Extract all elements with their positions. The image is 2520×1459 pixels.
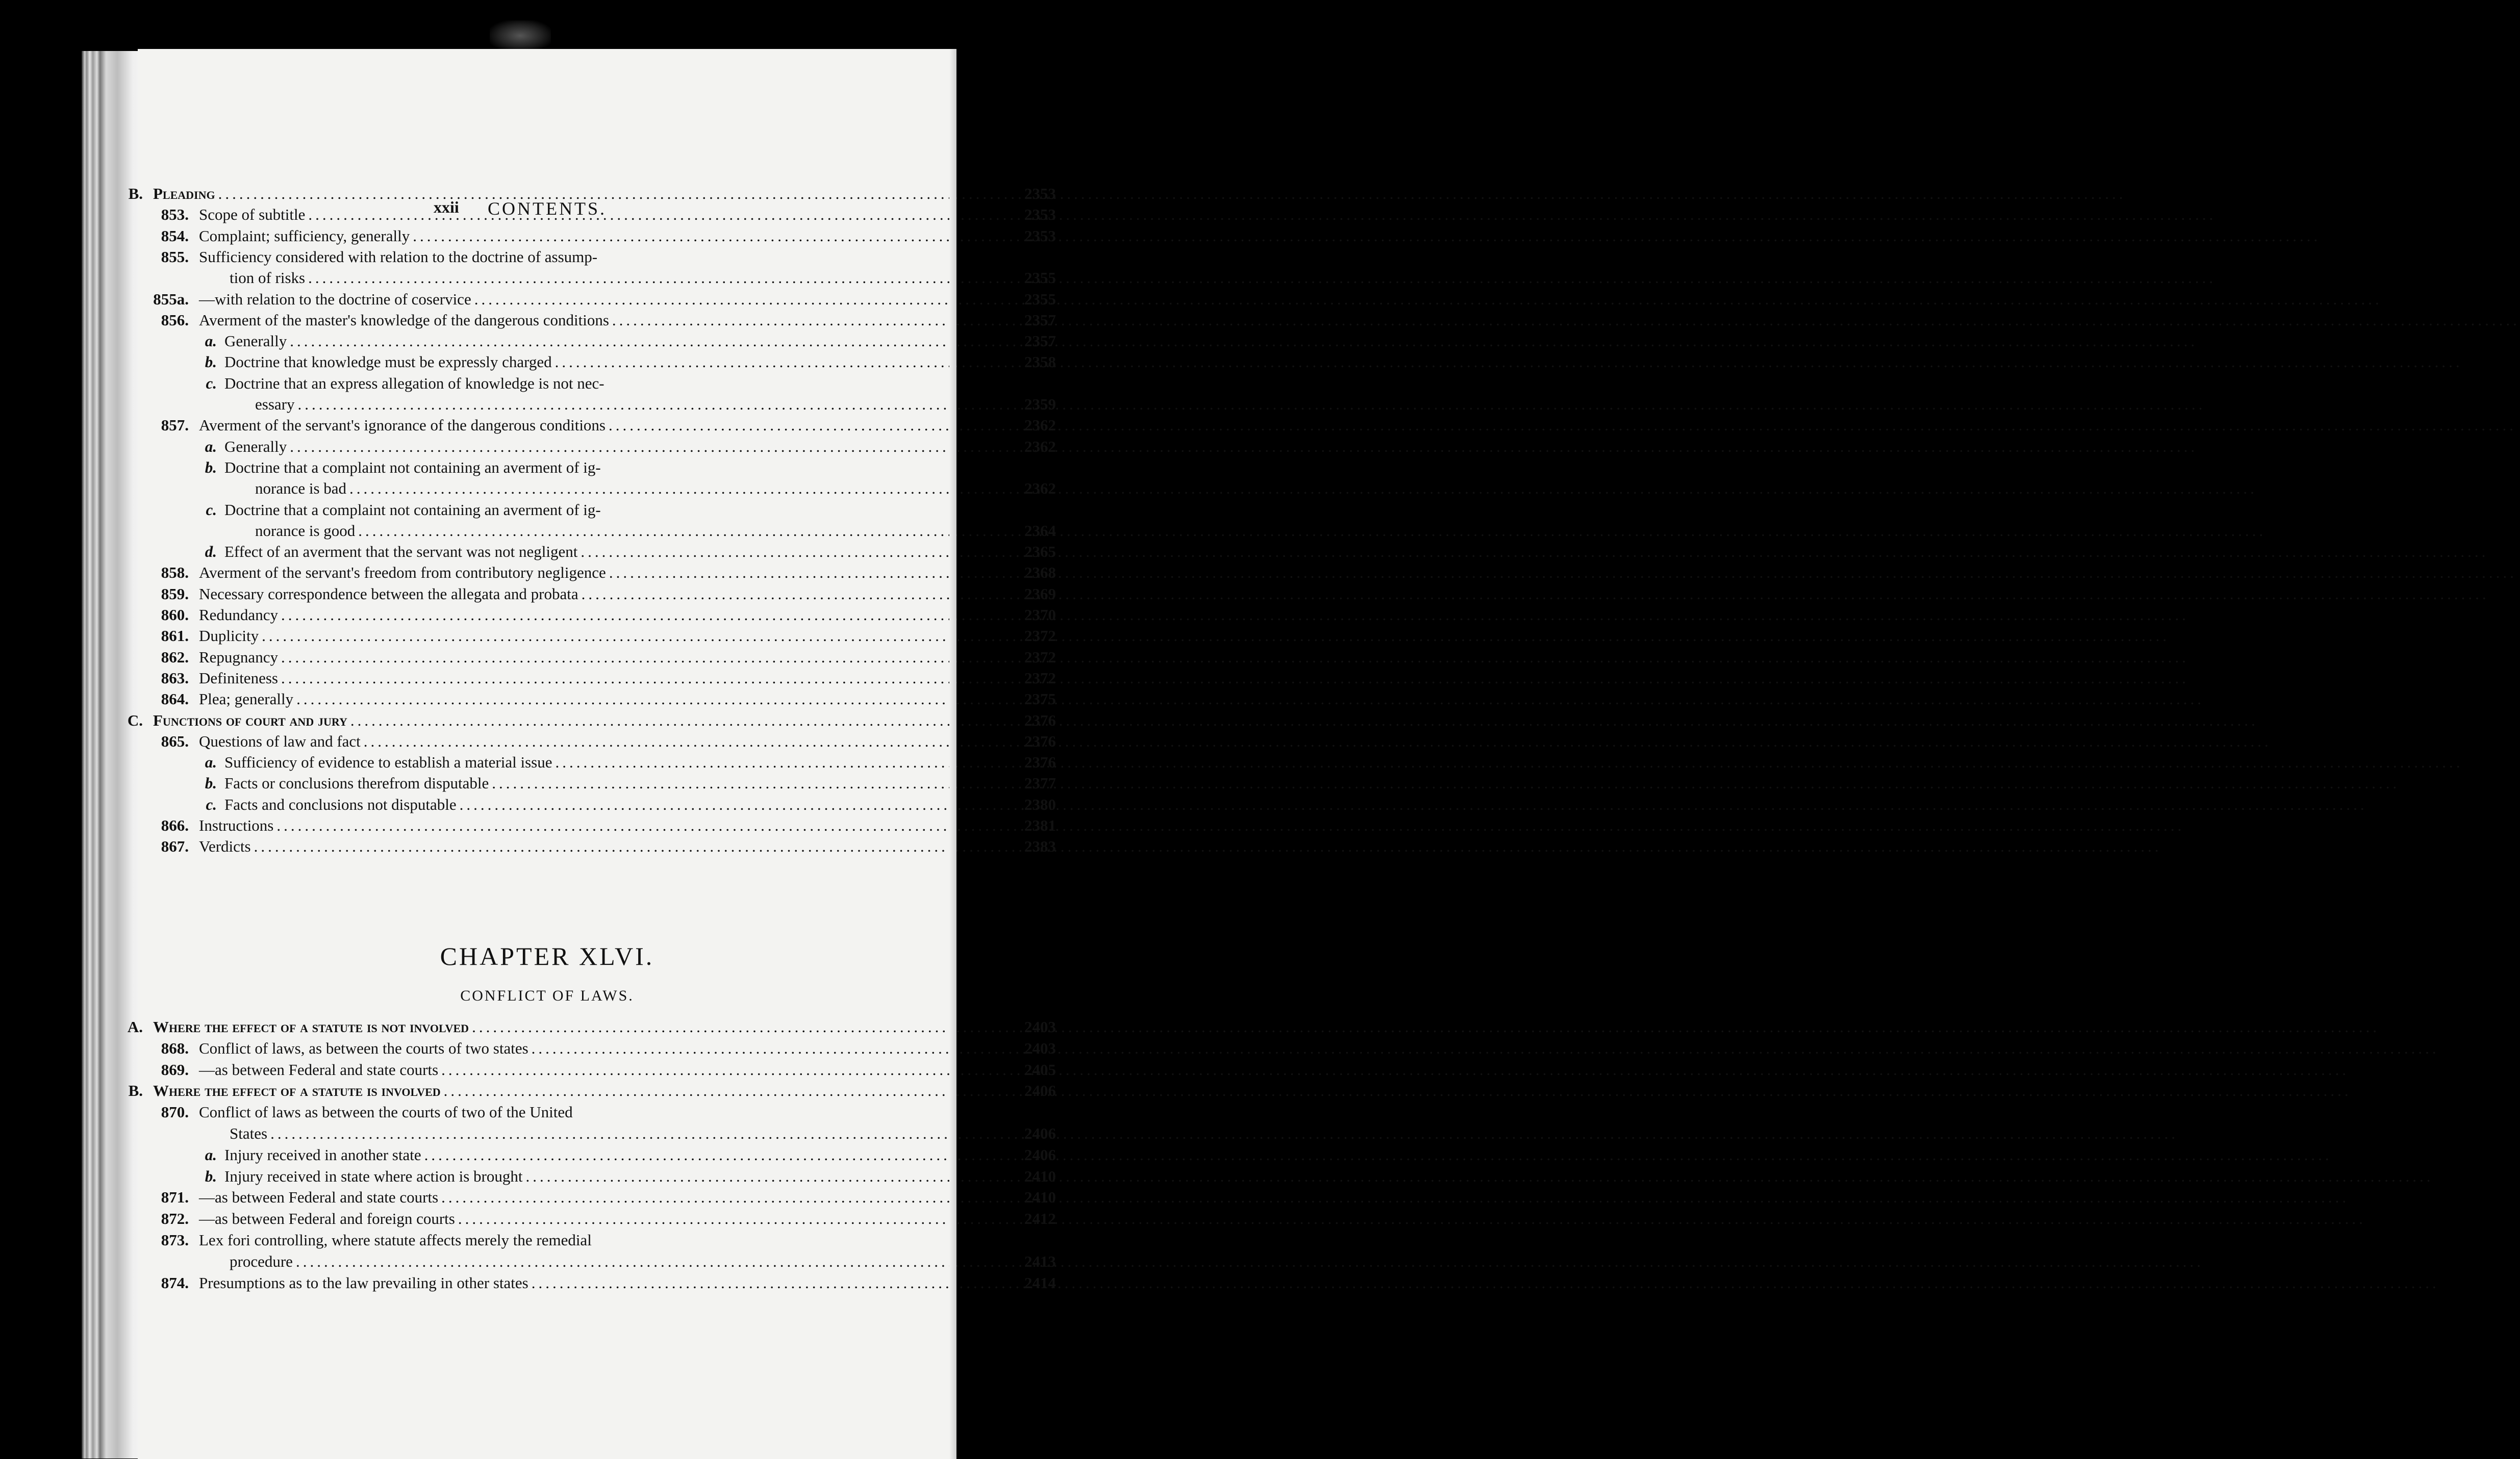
toc-label: norance is bad <box>255 479 347 498</box>
toc-row <box>128 1082 1056 1102</box>
toc-number: 874. <box>161 1273 189 1292</box>
toc-label: Averment of the servant's freedom from contributory negligence <box>199 564 606 582</box>
toc-entry <box>199 669 999 689</box>
toc-number: c. <box>206 795 217 813</box>
toc-entry <box>199 564 999 584</box>
leader-dots <box>526 1167 2434 1186</box>
toc-page-number: 2369 <box>1024 584 1056 603</box>
toc-page-number: 2364 <box>1024 521 1056 540</box>
leader-dots <box>458 1210 2366 1228</box>
toc-label: Conflict of laws as between the courts of two of the United <box>199 1103 573 1121</box>
toc-number: 866. <box>161 816 189 834</box>
toc-entry <box>199 1061 999 1081</box>
toc-entry <box>199 290 999 311</box>
toc-number: 867. <box>161 837 189 856</box>
toc-entry <box>199 248 597 268</box>
toc-label: Sufficiency of evidence to establish a material issue <box>224 753 552 772</box>
toc-page-number: 2410 <box>1024 1167 1056 1185</box>
toc-row <box>138 248 1056 268</box>
toc-entry <box>199 585 999 605</box>
leader-dots <box>290 332 2198 350</box>
toc-page-number: 2376 <box>1024 711 1056 729</box>
toc-row <box>127 711 1056 732</box>
leader-dots <box>281 648 2189 667</box>
toc-number: 869. <box>161 1060 189 1079</box>
toc-row <box>138 1146 1056 1166</box>
toc-label: Generally <box>224 437 287 455</box>
toc-page-number: 2383 <box>1024 837 1056 856</box>
toc-row <box>138 227 1056 247</box>
toc-page-number: 2375 <box>1024 690 1056 708</box>
toc-row <box>138 1210 1056 1230</box>
toc-number: a. <box>205 753 217 772</box>
toc-row <box>138 1103 1056 1123</box>
toc-entry <box>230 1124 999 1145</box>
toc-entry <box>199 311 999 331</box>
toc-label: Doctrine that an express allegation of knowledge is not nec- <box>224 374 604 392</box>
toc-entry <box>153 185 999 205</box>
toc-entry <box>199 732 999 753</box>
toc-label: —with relation to the doctrine of coservice <box>199 290 471 308</box>
toc-row <box>138 458 1056 479</box>
toc-row <box>138 269 1056 289</box>
toc-entry <box>224 796 999 816</box>
toc-number: 858. <box>161 564 189 582</box>
toc-label: Injury received in state where action is brought <box>224 1167 523 1185</box>
leader-dots <box>492 774 2400 792</box>
toc-row <box>138 732 1056 753</box>
toc-number: 855. <box>161 247 189 266</box>
toc-label: Pleading <box>153 185 215 202</box>
leader-dots <box>350 711 2258 730</box>
toc-entry <box>255 395 999 416</box>
toc-entry <box>224 753 999 774</box>
leader-dots <box>609 564 2517 582</box>
toc-row <box>138 585 1056 605</box>
toc-number: 857. <box>161 416 189 434</box>
toc-page-number: 2406 <box>1024 1145 1056 1164</box>
toc-page-number: 2362 <box>1024 479 1056 498</box>
leader-dots <box>555 353 2463 371</box>
toc-number: b. <box>205 774 217 792</box>
toc-page-number: 2368 <box>1024 564 1056 582</box>
toc-row <box>128 185 1056 205</box>
toc-page-number: 2372 <box>1024 648 1056 666</box>
toc-number: B. <box>128 1082 143 1100</box>
toc-label: Redundancy <box>199 606 278 624</box>
toc-entry <box>199 1231 592 1251</box>
toc-label: Necessary correspondence between the allegata and probata <box>199 584 578 603</box>
toc-entry <box>224 458 601 479</box>
toc-label: Complaint; sufficiency, generally <box>199 226 410 245</box>
toc-entry <box>255 522 999 542</box>
leader-dots <box>424 1146 2332 1164</box>
toc-entry <box>199 206 999 226</box>
toc-number: b. <box>205 458 217 476</box>
toc-row <box>138 374 1056 395</box>
toc-number: A. <box>127 1018 143 1036</box>
toc-number: c. <box>206 500 217 519</box>
toc-row <box>138 353 1056 373</box>
toc-page-number: 2406 <box>1024 1124 1056 1142</box>
book-spine-shadow <box>490 20 551 51</box>
toc-row <box>138 816 1056 837</box>
toc-page-number: 2353 <box>1024 185 1056 202</box>
toc-row <box>138 416 1056 437</box>
toc-entry <box>199 1188 999 1209</box>
toc-number: 854. <box>161 226 189 245</box>
leader-dots <box>582 585 2489 603</box>
toc-page-number: 2372 <box>1024 627 1056 645</box>
leader-dots <box>281 669 2189 687</box>
toc-number: 860. <box>161 606 189 624</box>
toc-entry <box>230 1252 999 1273</box>
toc-row <box>138 669 1056 689</box>
toc-number: 868. <box>161 1039 189 1057</box>
toc-page-number: 2355 <box>1024 290 1056 308</box>
toc-entry <box>199 1039 999 1060</box>
leader-dots <box>413 227 2321 245</box>
leader-dots <box>532 1039 2439 1058</box>
toc-row <box>138 606 1056 626</box>
toc-entry <box>199 1210 999 1230</box>
toc-page-number: 2410 <box>1024 1188 1056 1207</box>
toc-page-number: 2353 <box>1024 206 1056 224</box>
toc-number: B. <box>128 185 143 202</box>
toc-entry <box>153 1082 999 1102</box>
leader-dots <box>262 627 2170 645</box>
toc-entry <box>199 837 999 858</box>
toc-page-number: 2372 <box>1024 669 1056 687</box>
toc-entry <box>224 374 604 395</box>
leader-dots <box>296 690 2204 708</box>
toc-label: States <box>230 1124 268 1142</box>
toc-label: Facts and conclusions not disputable <box>224 795 457 813</box>
toc-number: C. <box>127 711 143 729</box>
toc-label: Presumptions as to the law prevailing in other states <box>199 1273 528 1292</box>
leader-dots <box>364 732 2272 751</box>
toc-number: a. <box>205 1145 217 1164</box>
toc-row <box>138 648 1056 669</box>
toc-row <box>138 627 1056 647</box>
toc-number: 870. <box>161 1103 189 1121</box>
toc-entry <box>199 227 999 247</box>
toc-page-number: 2376 <box>1024 732 1056 750</box>
leader-dots <box>581 543 2488 561</box>
toc-row <box>138 1167 1056 1188</box>
toc-label: Definiteness <box>199 669 278 687</box>
toc-row <box>138 753 1056 774</box>
toc-page-number: 2370 <box>1024 606 1056 624</box>
leader-dots <box>358 522 2266 540</box>
toc-row <box>138 395 1056 416</box>
leader-dots <box>532 1274 2439 1292</box>
toc-label: Duplicity <box>199 627 259 645</box>
toc-label: tion of risks <box>230 269 306 287</box>
toc-entry <box>199 627 999 647</box>
toc-row <box>138 796 1056 816</box>
toc-label: Generally <box>224 332 287 350</box>
toc-page-number: 2414 <box>1024 1273 1056 1292</box>
leader-dots <box>254 837 2162 856</box>
toc-entry <box>224 332 999 352</box>
toc-row <box>138 1061 1056 1081</box>
toc-page-number: 2357 <box>1024 311 1056 329</box>
toc-label: —as between Federal and foreign courts <box>199 1210 455 1228</box>
toc-number: a. <box>205 437 217 455</box>
toc-entry <box>224 438 999 458</box>
toc-page-number: 2412 <box>1024 1210 1056 1228</box>
toc-page-number: 2357 <box>1024 332 1056 350</box>
toc-label: Functions of court and jury <box>153 711 347 729</box>
toc-row <box>138 543 1056 563</box>
toc-number: 873. <box>161 1231 189 1249</box>
toc-page-number: 2362 <box>1024 416 1056 434</box>
toc-entry <box>224 353 999 373</box>
toc-number: c. <box>206 374 217 392</box>
toc-number: 864. <box>161 690 189 708</box>
toc-page-number: 2358 <box>1024 353 1056 371</box>
toc-row <box>138 311 1056 331</box>
toc-page-number: 2362 <box>1024 437 1056 455</box>
leader-dots <box>472 1018 2380 1036</box>
toc-row <box>138 438 1056 458</box>
leader-dots <box>460 796 2367 814</box>
toc-label: Doctrine that a complaint not containing an averment of ig- <box>224 458 601 476</box>
toc-number: 855a. <box>153 290 189 308</box>
toc-entry <box>224 501 601 521</box>
leader-dots <box>297 395 2205 414</box>
toc-number: d. <box>205 543 217 561</box>
toc-number: 872. <box>161 1210 189 1228</box>
toc-entry <box>199 1103 573 1123</box>
toc-label: Doctrine that a complaint not containing an averment of ig- <box>224 500 601 519</box>
toc-label: Where the effect of a statute is involved <box>153 1082 441 1100</box>
toc-row <box>138 1188 1056 1209</box>
leader-dots <box>441 1188 2349 1207</box>
leader-dots <box>612 311 2520 329</box>
toc-number: b. <box>205 353 217 371</box>
toc-label: Averment of the servant's ignorance of the dangerous conditions <box>199 416 606 434</box>
toc-page-number: 2353 <box>1024 226 1056 245</box>
toc-label: —as between Federal and state courts <box>199 1188 439 1207</box>
toc-entry <box>199 816 999 837</box>
toc-entry <box>224 543 999 563</box>
toc-row <box>138 206 1056 226</box>
leader-dots <box>609 416 2516 434</box>
toc-number: 865. <box>161 732 189 750</box>
toc-label: essary <box>255 395 295 413</box>
toc-label: norance is good <box>255 521 356 540</box>
leader-dots <box>555 753 2463 772</box>
leader-dots <box>281 606 2189 624</box>
toc-page-number: 2413 <box>1024 1252 1056 1270</box>
toc-label: Plea; generally <box>199 690 294 708</box>
toc-row <box>127 1018 1056 1038</box>
toc-label: Injury received in another state <box>224 1145 421 1164</box>
toc-page-number: 2380 <box>1024 795 1056 813</box>
toc-page-number: 2406 <box>1024 1082 1056 1100</box>
toc-label: Doctrine that knowledge must be expressly charged <box>224 353 552 371</box>
toc-row <box>138 1274 1056 1294</box>
toc-page-number: 2403 <box>1024 1039 1056 1057</box>
toc-page-number: 2365 <box>1024 543 1056 561</box>
toc-entry <box>153 711 999 732</box>
chapter-subtitle: CONFLICT OF LAWS. <box>460 987 634 1004</box>
toc-row <box>138 332 1056 352</box>
toc-label: procedure <box>230 1252 293 1270</box>
leader-dots <box>290 438 2198 456</box>
leader-dots <box>441 1061 2349 1079</box>
leader-dots <box>474 290 2382 309</box>
toc-label: Conflict of laws, as between the courts of two states <box>199 1039 528 1057</box>
toc-row <box>138 290 1056 311</box>
toc-label: Facts or conclusions therefrom disputable <box>224 774 489 792</box>
running-head: CONTENTS. <box>488 198 607 219</box>
leader-dots <box>308 206 2216 224</box>
toc-number: 853. <box>161 206 189 224</box>
leader-dots <box>276 816 2184 835</box>
leader-dots <box>444 1082 2352 1100</box>
toc-entry <box>199 690 999 710</box>
toc-page-number: 2359 <box>1024 395 1056 413</box>
toc-entry <box>255 479 999 500</box>
toc-entry <box>224 1146 999 1166</box>
leader-dots <box>218 185 2126 203</box>
toc-label: Lex fori controlling, where statute affects merely the remedial <box>199 1231 592 1249</box>
toc-label: Effect of an averment that the servant was not negligent <box>224 543 578 561</box>
toc-entry <box>224 774 999 795</box>
toc-row <box>138 1231 1056 1251</box>
toc-page-number: 2377 <box>1024 774 1056 792</box>
toc-label: Sufficiency considered with relation to the doctrine of assump- <box>199 247 598 266</box>
book-page <box>127 49 1056 1459</box>
toc-label: —as between Federal and state courts <box>199 1060 439 1079</box>
toc-row <box>138 837 1056 858</box>
toc-entry <box>153 1018 999 1038</box>
toc-label: Where the effect of a statute is not involved <box>153 1018 469 1036</box>
toc-number: b. <box>205 1167 217 1185</box>
toc-entry <box>230 269 999 289</box>
toc-number: 871. <box>161 1188 189 1207</box>
toc-page-number: 2376 <box>1024 753 1056 772</box>
toc-entry <box>199 648 999 669</box>
toc-row <box>138 1252 1056 1273</box>
toc-page-number: 2405 <box>1024 1060 1056 1079</box>
toc-label: Averment of the master's knowledge of the dangerous conditions <box>199 311 609 329</box>
leader-dots <box>308 269 2216 287</box>
chapter-title: CHAPTER XLVI. <box>440 942 654 970</box>
toc-entry <box>199 1274 999 1294</box>
toc-entry <box>199 606 999 626</box>
toc-label: Scope of subtitle <box>199 206 306 224</box>
toc-row <box>138 564 1056 584</box>
toc-label: Questions of law and fact <box>199 732 361 750</box>
page-number: xxii <box>434 198 459 216</box>
toc-label: Repugnancy <box>199 648 278 666</box>
toc-label: Verdicts <box>199 837 251 856</box>
toc-row <box>138 479 1056 500</box>
toc-number: 856. <box>161 311 189 329</box>
toc-row <box>138 522 1056 542</box>
toc-page-number: 2355 <box>1024 269 1056 287</box>
leader-dots <box>349 479 2257 498</box>
toc-label: Instructions <box>199 816 274 834</box>
toc-row <box>138 1124 1056 1145</box>
toc-number: 859. <box>161 584 189 603</box>
toc-page-number: 2403 <box>1024 1018 1056 1036</box>
toc-number: 861. <box>161 627 189 645</box>
toc-entry <box>224 1167 999 1188</box>
toc-number: a. <box>205 332 217 350</box>
toc-number: 863. <box>161 669 189 687</box>
leader-dots <box>270 1124 2178 1143</box>
toc-row <box>138 690 1056 710</box>
toc-row <box>138 1039 1056 1060</box>
toc-row <box>138 501 1056 521</box>
toc-row <box>138 774 1056 795</box>
toc-page-number: 2381 <box>1024 816 1056 834</box>
toc-number: 862. <box>161 648 189 666</box>
leader-dots <box>296 1252 2204 1271</box>
toc-entry <box>199 416 999 437</box>
